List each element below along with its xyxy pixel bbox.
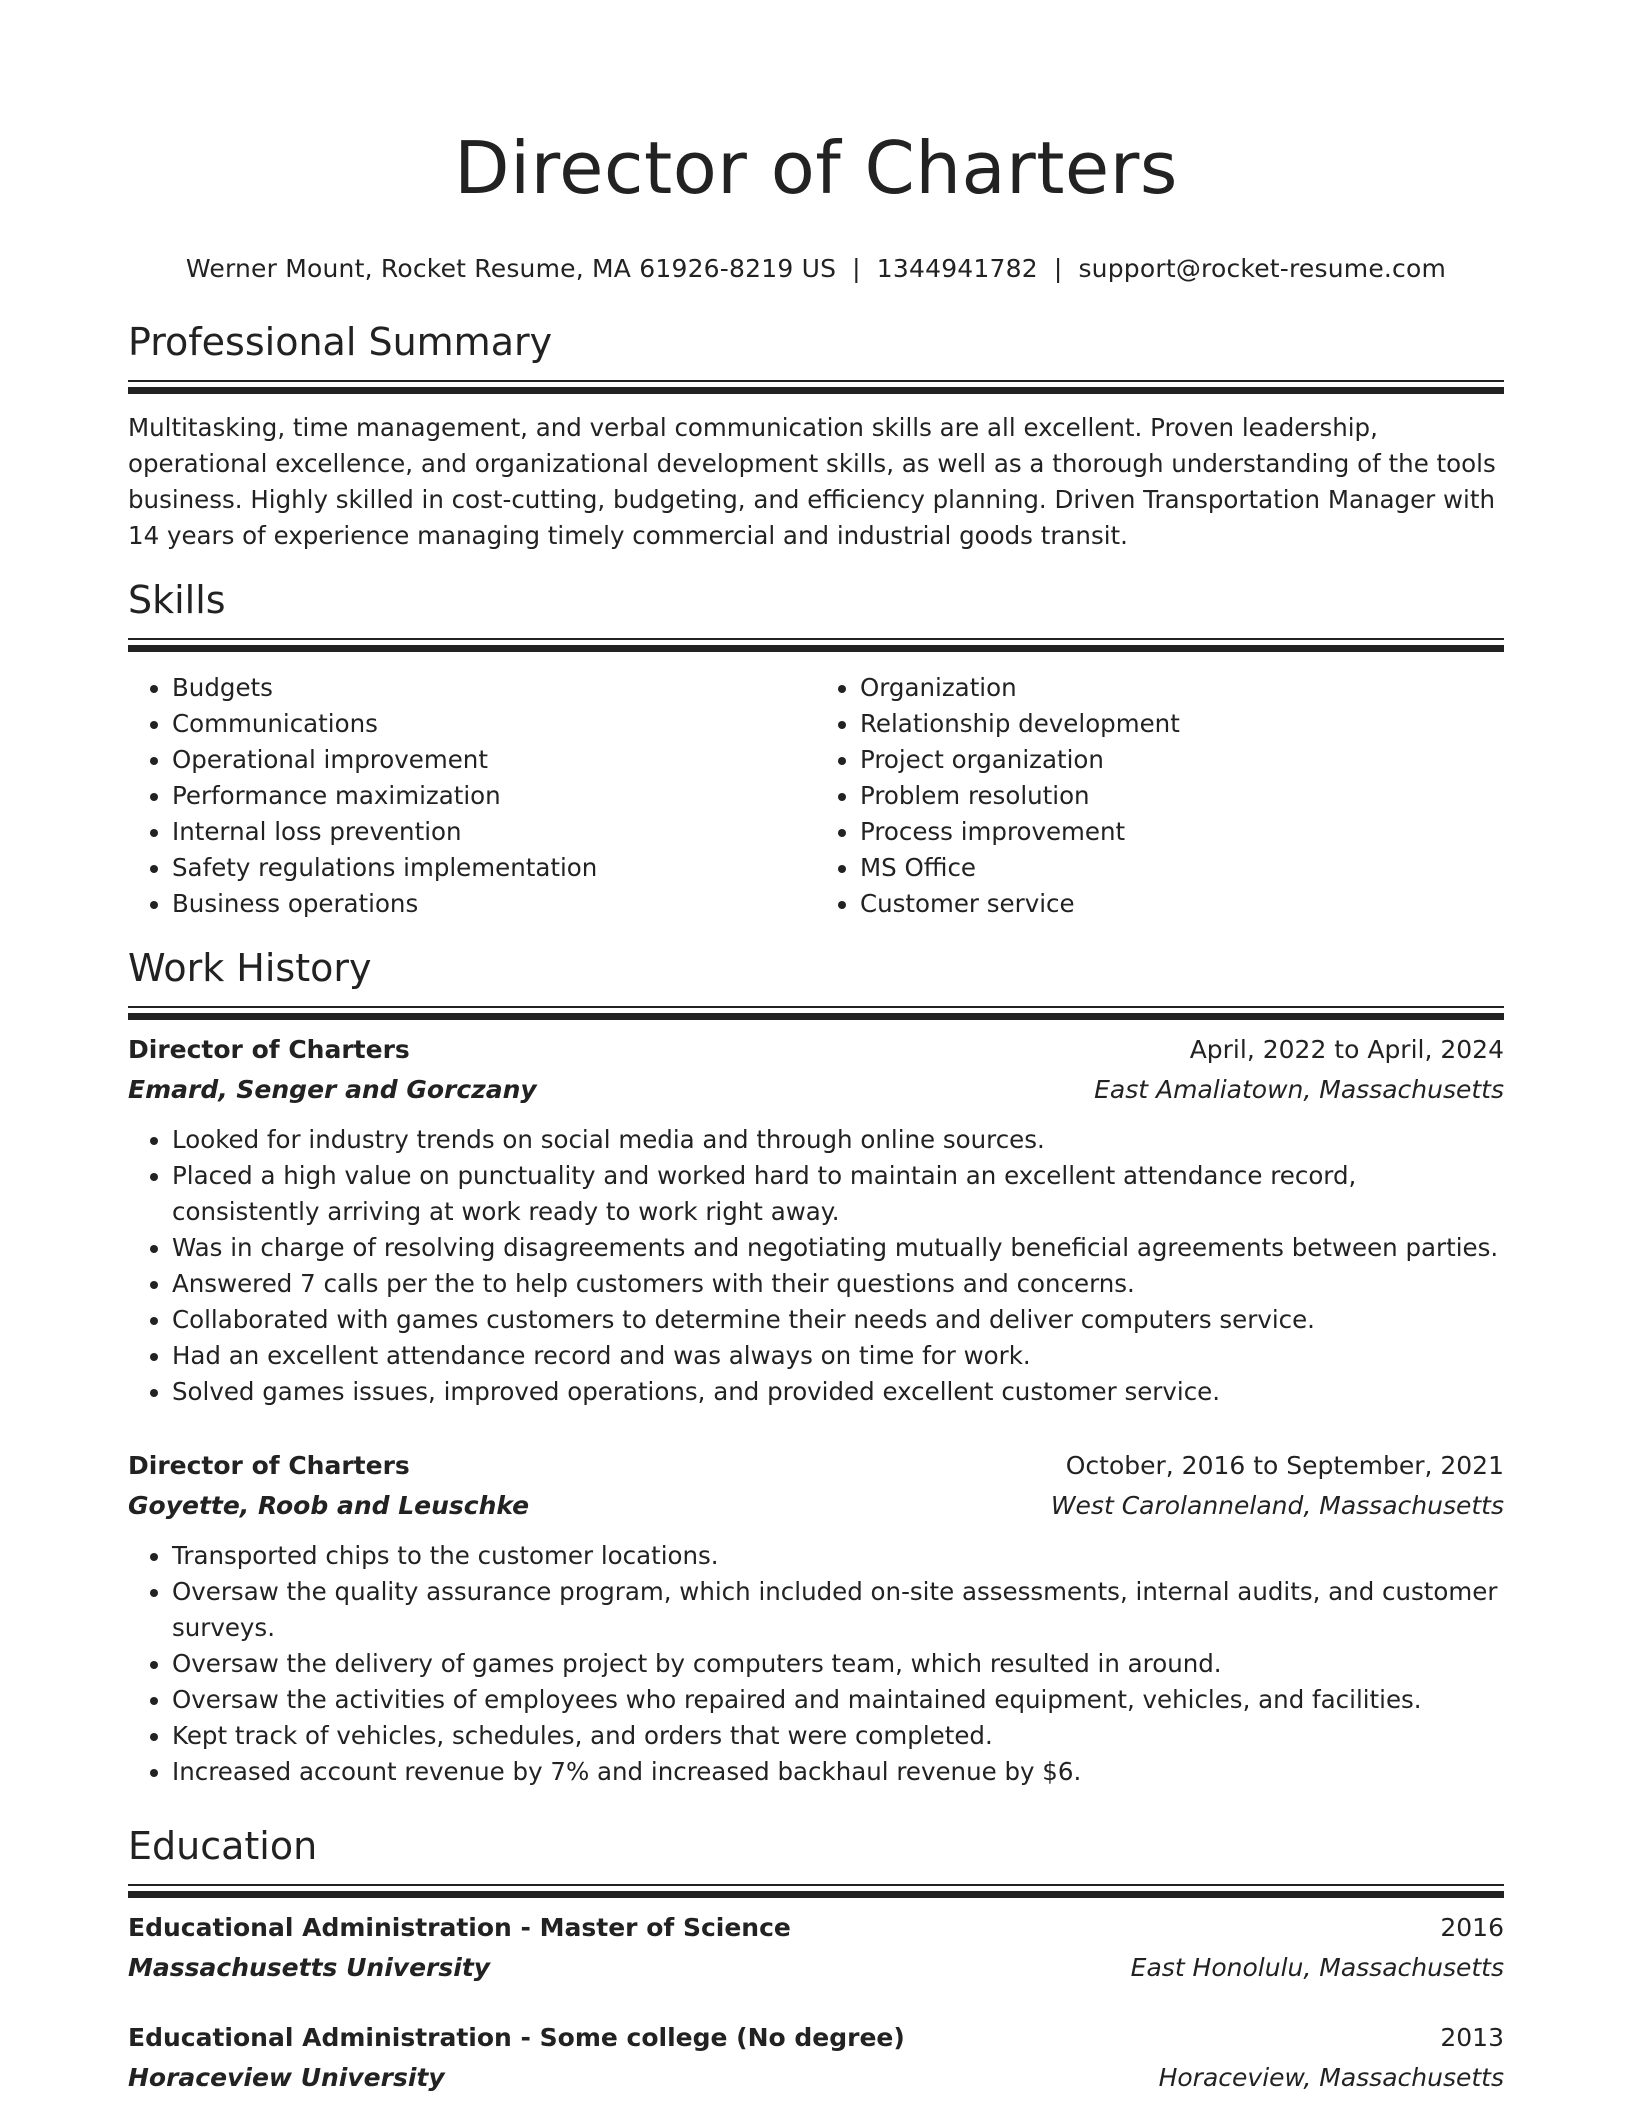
resume-title: Director of Charters xyxy=(454,126,1178,210)
skill-item: • Performance maximization xyxy=(172,778,816,814)
contact-line xyxy=(128,254,1504,283)
job-bullet: • Had an excellent attendance record and was always on time for work. xyxy=(172,1338,1504,1374)
job-bullet: • Collaborated with games customers to determine their needs and deliver computers service. xyxy=(172,1302,1504,1338)
contact-address: Werner Mount, Rocket Resume, MA 61926-8219 US xyxy=(185,254,837,283)
work-history-heading: Work History xyxy=(128,946,372,990)
job-entry xyxy=(128,1446,1504,1790)
job-bullet: • Oversaw the activities of employees who repaired and maintained equipment, vehicles, and facilities. xyxy=(172,1682,1504,1718)
education-school: Massachusetts University xyxy=(128,1953,491,1982)
education-degree: Educational Administration - Master of Science xyxy=(128,1913,791,1942)
job-bullet: • Answered 7 calls per the to help customers with their questions and concerns. xyxy=(172,1266,1504,1302)
job-bullet: • Transported chips to the customer locations. xyxy=(172,1538,1504,1574)
education-year: 2013 xyxy=(1440,2023,1504,2052)
education-subheader xyxy=(128,1948,1504,1988)
skill-item: • Project organization xyxy=(860,742,1504,778)
job-bullet: • Increased account revenue by 7% and increased backhaul revenue by $6. xyxy=(172,1754,1504,1790)
education-location: East Honolulu, Massachusetts xyxy=(1130,1953,1504,1982)
job-location: West Carolanneland, Massachusetts xyxy=(1050,1491,1504,1520)
summary-section xyxy=(128,318,1504,554)
skill-item: • Budgets xyxy=(172,670,816,706)
job-header xyxy=(128,1030,1504,1070)
skill-item: • Internal loss prevention xyxy=(172,814,816,850)
job-title: Director of Charters xyxy=(128,1035,410,1064)
contact-separator: | xyxy=(852,254,861,283)
education-subheader xyxy=(128,2058,1504,2098)
job-company: Goyette, Roob and Leuschke xyxy=(128,1491,530,1520)
section-divider xyxy=(128,1006,1504,1020)
contact-separator: | xyxy=(1053,254,1063,283)
skill-item: • Business operations xyxy=(172,886,816,922)
skill-item: • Customer service xyxy=(860,886,1504,922)
skill-item: • Process improvement xyxy=(860,814,1504,850)
section-divider xyxy=(128,638,1504,652)
job-entry xyxy=(128,1030,1504,1410)
job-location: East Amaliatown, Massachusetts xyxy=(1094,1075,1504,1104)
job-bullet: • Solved games issues, improved operations, and provided excellent customer service. xyxy=(172,1374,1504,1410)
skill-item: • MS Office xyxy=(860,850,1504,886)
education-degree: Educational Administration - Some college (No degree) xyxy=(128,2023,905,2052)
skill-item: • Organization xyxy=(860,670,1504,706)
education-year: 2016 xyxy=(1440,1913,1504,1942)
job-bullet: • Looked for industry trends on social media and through online sources. xyxy=(172,1122,1504,1158)
section-divider xyxy=(128,380,1504,394)
job-header xyxy=(128,1446,1504,1486)
skills-heading: Skills xyxy=(128,578,226,622)
job-bullets xyxy=(128,1538,1504,1790)
education-section xyxy=(128,1822,1504,1898)
skill-item: • Communications xyxy=(172,706,816,742)
job-bullet: • Was in charge of resolving disagreements and negotiating mutually beneficial agreements between parties. xyxy=(172,1230,1504,1266)
skills-section xyxy=(128,576,1504,922)
education-location: Horaceview, Massachusetts xyxy=(1158,2063,1504,2092)
job-company: Emard, Senger and Gorczany xyxy=(128,1075,537,1104)
job-dates: October, 2016 to September, 2021 xyxy=(1065,1451,1504,1480)
job-bullets xyxy=(128,1122,1504,1410)
job-subheader xyxy=(128,1070,1504,1110)
job-bullet: • Kept track of vehicles, schedules, and orders that were completed. xyxy=(172,1718,1504,1754)
contact-phone: 1344941782 xyxy=(876,254,1038,283)
summary-text: Multitasking, time management, and verbal communication skills are all excellent. Proven leadership, operational excellence, and organizational development skills, as well as a thorough understanding of the tools business. Highly skilled in cost-cutting, budgeting, and efficiency planning. Driven Transportation Manager with 14 years of experience managing timely commercial and industrial goods transit. xyxy=(128,413,1496,550)
skills-columns xyxy=(128,670,1504,922)
education-header xyxy=(128,1908,1504,1948)
skills-list-left xyxy=(128,670,816,922)
skill-item: • Safety regulations implementation xyxy=(172,850,816,886)
skill-item: • Operational improvement xyxy=(172,742,816,778)
education-header xyxy=(128,2018,1504,2058)
section-divider xyxy=(128,1884,1504,1898)
job-bullet: • Oversaw the quality assurance program, which included on-site assessments, internal audits, and customer surveys. xyxy=(172,1574,1504,1646)
education-school: Horaceview University xyxy=(128,2063,445,2092)
job-bullet: • Oversaw the delivery of games project by computers team, which resulted in around. xyxy=(172,1646,1504,1682)
skill-item: • Problem resolution xyxy=(860,778,1504,814)
contact-email: support@rocket-resume.com xyxy=(1078,254,1447,283)
education-entry xyxy=(128,2018,1504,2098)
summary-heading: Professional Summary xyxy=(128,320,553,364)
skills-list-right xyxy=(816,670,1504,922)
job-title: Director of Charters xyxy=(128,1451,410,1480)
job-subheader xyxy=(128,1486,1504,1526)
skill-item: • Relationship development xyxy=(860,706,1504,742)
work-history-section xyxy=(128,944,1504,1020)
job-dates: April, 2022 to April, 2024 xyxy=(1189,1035,1504,1064)
education-entry xyxy=(128,1908,1504,1988)
job-bullet: • Placed a high value on punctuality and worked hard to maintain an excellent attendance record, consistently arriving at work ready to work right away. xyxy=(172,1158,1504,1230)
education-heading: Education xyxy=(128,1824,318,1868)
